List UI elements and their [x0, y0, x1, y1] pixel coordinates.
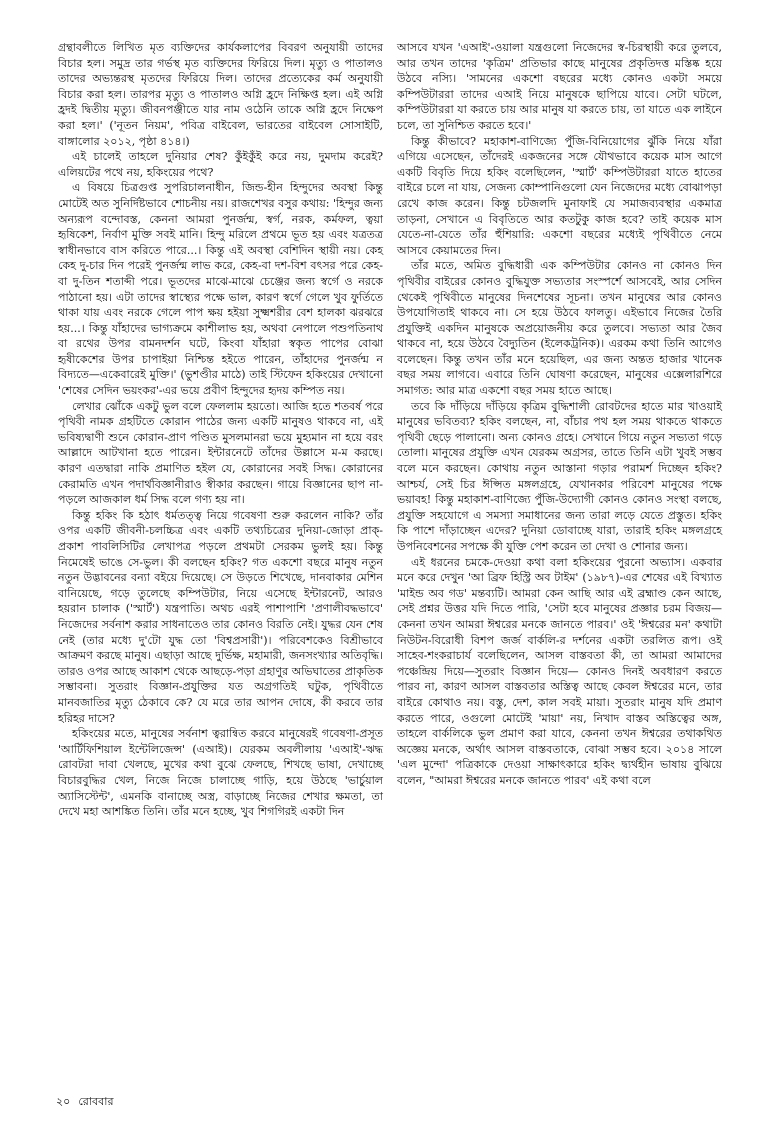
paragraph: হকিংয়ের মতে, মানুষের সর্বনাশ ত্বরান্বিত করবে মানুষেরই গবেষণা-প্রসূত 'আর্টিফিশিয়াল ইন্টেলিজেন্স' (এআই)। যেরকম অবলীলায় 'এআই'-ঋদ্ধ রোবটরা দাবা খেলছে, মুখের কথা বুঝে ফেলছে, শিখছে ভাষা, দেখাচ্ছে বিচারবুদ্ধির খেল, নিজে নিজে চালাচ্ছে গাড়ি, হয়ে উঠছে 'ভার্চুয়াল অ্যাসিস্টেন্ট', এমনকি বানাচ্ছে অস্ত্র, বাড়াচ্ছে নিজের শেখার ক্ষমতা, তা দেখে মহা আশঙ্কিত তিনি। তাঁর মনে হচ্ছে, খুব শিগগিরই একটা দিন	[58, 727, 383, 819]
paragraph: এই ধরনের চমকে-দেওয়া কথা বলা হকিংয়ের পুরনো অভ্যাস। একবার মনে করে দেখুন 'আ ব্রিফ হিস্ট্রি অব টাইম' (১৯৮৭)-এর শেষের এই বিখ্যাত 'মাইন্ড অব গড' মন্তব্যটি। আমরা কেন আছি আর এই ব্রহ্মাণ্ড কেন আছে, সেই প্রশ্নর উত্তর যদি দিতে পারি, 'সেটা হবে মানুষের প্রজ্ঞার চরম বিজয়—কেননা তখন আমরা ঈশ্বরের মনকে জানতে পারব।' ওই 'ঈশ্বরের মন' কথাটা নিউটন-বিরোধী বিশপ জর্জ বার্কলি-র দর্শনের একটা তরলিত রূপ। ওই সাহেব-শংকরাচার্য বলেছিলেন, আসল বাস্তবতা কী, তা আমরা আমাদের পঞ্চেন্দ্রিয় দিয়ে—সুতরাং বিজ্ঞান দিয়ে— কোনও দিনই অবধারণ করতে পারব না, কারণ আসল বাস্তবতার অস্তিত্ব আছে কেবল ঈশ্বরের মনে, তার বাইরে কোথাও নয়। বস্তু, দেশ, কাল সবই মায়া। সুতরাং মানুষ যদি প্রমাণ করতে পারে, ওগুলো মোটেই 'মায়া' নয়, নিখাদ বাস্তব অস্তিত্বের অঙ্গ, তাহলে বার্কলিকে ভুল প্রমাণ করা যাবে, কেননা তখন ঈশ্বরের তথাকথিত অজ্ঞেয় মনকে, অর্থাৎ আসল বাস্তবতাকে, বোঝা সম্ভব হবে। ২০১৪ সালে 'এল মুন্দো' পত্রিকাকে দেওয়া সাক্ষাৎকারে হকিং দ্ব্যর্থহীন ভাষায় বুঝিয়ে বলেন, "আমরা ঈশ্বরের মনকে জানতে পারব' এই কথা বলে	[397, 555, 722, 787]
page-footer	[56, 1093, 114, 1112]
page-number: ২০	[56, 1095, 71, 1108]
paragraph: তাঁর মতে, অমিত বুদ্ধিধারী এক কম্পিউটার কোনও না কোনও দিন পৃথিবীর বাইরের কোনও বুদ্ধিযুক্ত সভ্যতার সংস্পর্শে আসবেই, আর সেদিন থেকেই পৃথিবীতে মানুষের দিনশেষের সূচনা। তখন মানুষের আর কোনও উপযোগিতাই থাকবে না। সে হয়ে উঠবে ফালতু। এইভাবে নিজের তৈরি প্রযুক্তিই একদিন মানুষকে অপ্রয়োজনীয় করে তুলবে। সভ্যতা আর জৈব থাকবে না, হয়ে উঠবে বৈদ্যুতিন (ইলেকট্রনিক)। এরকম কথা তিনি আগেও বলেছেন। কিন্তু তখন তাঁর মনে হয়েছিল, এর জন্য অন্তত হাজার খানেক বছর সময় লাগবে। এবারে তিনি ঘোষণা করেছেন, মানুষের এক্সেলারশিরে সমাগত: আর মাত্র একশো বছর সময় হাতে আছে।	[397, 259, 722, 398]
paragraph: কিন্তু কীভাবে? মহাকাশ-বাণিজ্যে পুঁজি-বিনিয়োগের ঝুঁকি নিয়ে যাঁরা এগিয়ে এসেছেন, তাঁদেরই একজনের সঙ্গে যৌথভাবে কয়েক মাস আগে একটি বিবৃতি দিয়ে হকিং বলেছিলেন, 'স্মার্ট' কম্পিউটাররা যাতে হাতের বাইরে চলে না যায়, সেজন্য কোম্পানিগুলো যেন নিজেদের মধ্যে বোঝাপড়া রেখে কাজ করেন। কিন্তু চটজলদি মুনাফাই যে সমাজব্যবস্থার একমাত্র তাড়না, সেখানে এ বিবৃতিতে আর কতটুকু কাজ হবে? তাই কয়েক মাস যেতে-না-যেতে তাঁর হুঁশিয়ারি: একশো বছরের মধ্যেই পৃথিবীতে নেমে আসবে কেয়ামতের দিন।	[397, 134, 722, 257]
left-column	[58, 40, 383, 820]
paragraph: আসবে যখন 'এআই'-ওয়ালা যন্ত্রগুলো নিজেদের স্ব-চিরস্থায়ী করে তুলবে, আর তখন তাদের 'কৃত্রিম' প্রতিভার কাছে মানুষের প্রকৃতিদত্ত মস্তিষ্ক হয়ে উঠবে নস্যি। 'সামনের একশো বছরের মধ্যে কোনও একটা সময়ে কম্পিউটাররা তাদের এআই নিয়ে মানুষকে ছাপিয়ে যাবে। সেটা ঘটলে, কম্পিউটাররা যা করতে চায় আর মানুষ যা করতে চায়, তা যাতে এক লাইনে চলে, তা সুনিশ্চিত করতে হবে।'	[397, 41, 722, 132]
paragraph: লেখার ঝোঁকে একটু ভুল বলে ফেললাম হয়তো। আজি হতে শতবর্ষ পরে পৃথিবী নামক গ্রহটিতে কোরান পাঠের জন্য একটি মানুষও থাকবে না, এই ভবিষ্যদ্বাণী শুনে কোরান-প্রাণ পণ্ডিত মুসলমানরা ভয়ে মুহ্যমান না হয়ে বরং আল্লাদে আটখানা হতে পারেন। ইন্টারনেটে তাঁদের উল্লাসে ম-ম করছে। কারণ এতদ্বারা নাকি প্রমাণিত হইল যে, কোরানের সবই সিদ্ধ। কোরানের কেরামতি এখন পদার্থবিজ্ঞানীরাও স্বীকার করছেন। গায়ে বিজ্ঞানের ছাপ না-পড়লে আজকাল ধর্ম সিদ্ধ বলে গণ্য হয় না।	[58, 399, 383, 507]
right-column	[397, 40, 722, 789]
paragraph: গ্রন্থাবলীতে লিখিত মৃত ব্যক্তিদের কার্যকলাপের বিবরণ অনুযায়ী তাদের বিচার হল। সমুদ্র তার গর্ভস্থ মৃত ব্যক্তিদের ফিরিয়ে দিল। মৃত্যু ও পাতালও তাদের অভ্যন্তরস্থ মৃতদের ফিরিয়ে দিল। তাদের প্রত্যেকের কর্ম অনুযায়ী বিচার করা হল। তারপর মৃত্যু ও পাতালও অগ্নি হ্রদে নিক্ষিপ্ত হল। এই অগ্নি হ্রদই দ্বিতীয় মৃত্যু। জীবনপঞ্জীতে যার নাম ওঠেনি তাকে অগ্নি হ্রদে নিক্ষেপ করা হল।' ('নূতন নিয়ম', পবিত্র বাইবেল, ভারতের বাইবেল সোসাইটি, বাঙ্গালোর ২০১২, পৃষ্ঠা ৪১৪।)	[58, 41, 383, 148]
paragraph: এ বিষয়ে চিত্রগুপ্ত সুপরিচালনাধীন, জিন্ড-হীন হিন্দুদের অবস্থা কিন্তু মোটেই অত সুনির্দিষ্টভাবে শোচনীয় নয়। রাজশেখর বসুর কথায়: 'হিন্দুর জন্য অন্যরূপ বন্দোবস্ত, কেননা আমরা পুনর্জন্ম, স্বর্গ, নরক, কর্মফল, ত্বয়া হৃষিকেশ, নির্বাণ মুক্তি সবই মানি। হিন্দু মরিলে প্রথমে ভূত হয় এবং যত্রতত্র স্বাধীনভাবে বাস করিতে পারে...। কিন্তু এই অবস্থা বেশিদিন স্থায়ী নয়। কেহ কেহ দু-চার দিন পরেই পুনর্জন্ম লাভ করে, কেহ-বা দশ-বিশ বৎসর পরে কেহ-বা দু-তিন শতাব্দী পরে। ভূতদের মাঝে-মাঝে চেঞ্জের জন্য স্বর্গে ও নরকে পাঠানো হয়। এটা তাদের স্বাস্থ্যের পক্ষে ভাল, কারণ স্বর্গে গেলে খুব ফুর্তিতে থাকা যায় এবং নরকে গেলে পাপ ক্ষয় হইয়া সুক্ষ্মশরীর বেশ হালকা ঝরঝরে হয়...। কিন্তু যাঁহাদের ভাগ্যক্রমে কাশীলাভ হয়, অথবা নেপালে পশুপতিনাথ বা রথের উপর বামনদর্শন ঘটে, কিংবা যাঁহারা স্বকৃত পাপের বোঝা হৃষীকেশের উপর চাপাইয়া নিশ্চিন্ত হইতে পারেন, তাঁহাদের পুনর্জন্ম ন বিদ্যতে—একেবারেই মুক্তি।' (ভুশণ্ডীর মাঠে) তাই স্টিফেন হকিংয়ের দেখানো 'শেষের সেদিন ভয়ংকর'-এর ভয়ে প্রবীণ হিন্দুদের হৃদয় কম্পিত নয়।	[58, 181, 383, 398]
paragraph: এই চালেই তাহলে দুনিয়ার শেষ? কুঁইকুঁই করে নয়, দুমদাম করেই? এলিয়টের পথে নয়, হকিংয়ের পথে?	[58, 150, 383, 179]
paragraph: কিন্তু হকিং কি হঠাৎ ধর্মতত্ত্ব নিয়ে গবেষণা শুরু করলেন নাকি? তাঁর ওপর একটি জীবনী-চলচ্চিত্র এবং একটি তথ্যচিত্রের দুনিয়া-জোড়া প্রাক্-প্রকাশ পাবলিসিটির লেখাপত্র পড়লে প্রথমটা সেরকম ভুলই হয়। কিন্তু নিমেষেই ভাঙে সে-ভুল। কী বলছেন হকিং? গত একশো বছরে মানুষ নতুন নতুন উদ্ভাবনের বন্যা বইয়ে দিয়েছে। সে উড়তে শিখেছে, দানবাকার মেশিন বানিয়েছে, গড়ে তুলেছে কম্পিউটার, নিয়ে এসেছে ইন্টারনেট, আরও হয়রান চালাক ('স্মার্ট') যন্ত্রপাতি। অথচ এরই পাশাপাশি 'প্রণালীবদ্ধভাবে' নিজেদের সর্বনাশ করার সাধনাতেও তার কোনও বিরতি নেই। যুদ্ধর যেন শেষ নেই (তার মধ্যে দু'টো যুদ্ধ তো 'বিশ্বপ্রসারী')। পরিবেশকেও বিশ্রীভাবে আক্রমণ করছে মানুষ। এছাড়া আছে দুর্ভিক্ষ, মহামারী, জনসংখ্যার অতিবৃদ্ধি। তারও ওপর আছে আকাশ থেকে আছড়ে-পড়া গ্রহাণুর অভিঘাতের প্রাকৃতিক সম্ভাবনা। সুতরাং বিজ্ঞান-প্রযুক্তির যত অগ্রগতিই ঘটুক, পৃথিবীতে মানবজাতির মৃত্যু ঠেকাবে কে? যে মরে তার আপন দোষে, কী করবে তার হরিহর দাসে?	[58, 508, 383, 725]
magazine-name: রোববার	[78, 1095, 114, 1108]
paragraph: তবে কি দাঁড়িয়ে দাঁড়িয়ে কৃত্রিম বুদ্ধিশালী রোবটদের হাতে মার খাওয়াই মানুষের ভবিতব্য? হকিং বলছেন, না, বাঁচার পথ হল সময় থাকতে থাকতে পৃথিবী ছেড়ে পালানো। অন্য কোনও গ্রহে। সেখানে গিয়ে নতুন সভ্যতা গড়ে তোলা। মানুষের প্রযুক্তি এখন যেরকম অগ্রসর, তাতে তিনি এটা খুবই সম্ভব বলে মনে করছেন। কোথায় নতুন আস্তানা গড়ার পরামর্শ দিচ্ছেন হকিং? আশ্চর্য, সেই চির ঈপ্সিত মঙ্গলগ্রহে, যেখানকার পরিবেশ মানুষের পক্ষে ভয়াবহ! কিন্তু মহাকাশ-বাণিজ্যে পুঁজি-উদ্যোগী কোনও কোনও সংস্থা বলছে, প্রযুক্তি সহযোগে এ সমস্যা সমাধানের জন্য তারা লড়ে যেতে প্রস্তুত। হকিং কি পাশে দাঁড়াচ্ছেন এদের? দুনিয়া ডোবাচ্ছে যারা, তারাই হকিং মঙ্গলগ্রহে উপনিবেশনের সপক্ষে কী যুক্তি পেশ করেন তা দেখা ও শোনার জন্য।	[397, 399, 722, 553]
